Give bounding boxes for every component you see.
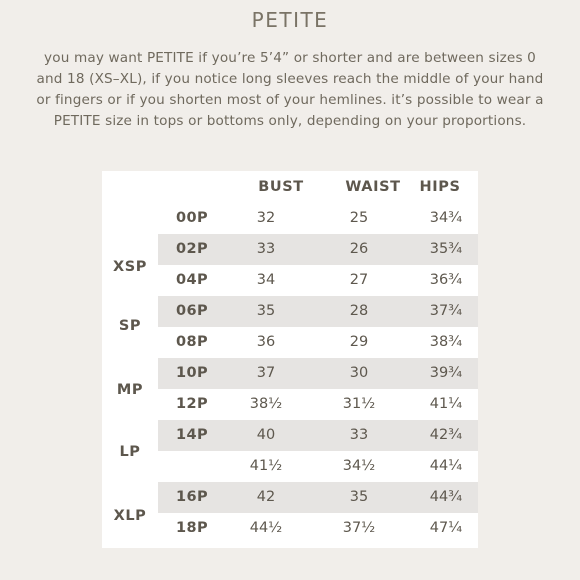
cell-size: 16P bbox=[175, 489, 208, 505]
cell-hips: 39¾ bbox=[429, 365, 463, 381]
cell-hips: 44¾ bbox=[429, 489, 463, 505]
cell-hips: 42¾ bbox=[429, 427, 463, 443]
table-row bbox=[158, 234, 478, 265]
header-waist: WAIST bbox=[345, 179, 401, 195]
table-row bbox=[158, 358, 478, 389]
cell-waist: 31½ bbox=[342, 396, 376, 412]
cell-size: 18P bbox=[175, 520, 208, 536]
table-row bbox=[158, 482, 478, 513]
cell-size: 14P bbox=[175, 427, 208, 443]
table-row bbox=[158, 203, 478, 234]
cell-bust: 37 bbox=[256, 365, 276, 381]
group-label-sp: SP bbox=[118, 318, 142, 334]
table-row bbox=[158, 327, 478, 358]
cell-waist: 37½ bbox=[342, 520, 376, 536]
cell-waist: 27 bbox=[349, 272, 369, 288]
cell-waist: 28 bbox=[349, 303, 369, 319]
cell-size: 00P bbox=[175, 210, 208, 226]
group-label-xlp: XLP bbox=[113, 508, 147, 524]
cell-size: 10P bbox=[175, 365, 208, 381]
cell-hips: 36¾ bbox=[429, 272, 463, 288]
cell-hips: 41¼ bbox=[429, 396, 463, 412]
cell-bust: 42 bbox=[256, 489, 276, 505]
cell-bust: 41½ bbox=[249, 458, 283, 474]
cell-bust: 40 bbox=[256, 427, 276, 443]
cell-size: 12P bbox=[175, 396, 208, 412]
cell-size: 04P bbox=[175, 272, 208, 288]
cell-waist: 35 bbox=[349, 489, 369, 505]
table-row bbox=[158, 420, 478, 451]
table-row bbox=[158, 296, 478, 327]
cell-size bbox=[158, 451, 226, 482]
intro-paragraph: you may want PETITE if you’re 5’4” or shorter and are between sizes 0 and 18 (XS–XL), if you notice long sleeves reach the middle of your hand or fingers or if you shorten most of your hemlines. it’s possible to wear a PETITE size in tops or bottoms only, depending on your proportions. bbox=[36, 50, 544, 129]
cell-bust: 36 bbox=[256, 334, 276, 350]
table-row bbox=[158, 389, 478, 420]
size-chart-table bbox=[102, 171, 478, 548]
cell-hips: 35¾ bbox=[429, 241, 463, 257]
cell-hips: 34¾ bbox=[429, 210, 463, 226]
header-bust: BUST bbox=[258, 179, 304, 195]
cell-hips: 37¾ bbox=[429, 303, 463, 319]
cell-waist: 33 bbox=[349, 427, 369, 443]
group-label-lp: LP bbox=[119, 444, 141, 460]
group-label-xsp: XSP bbox=[112, 259, 148, 275]
cell-waist: 25 bbox=[349, 210, 369, 226]
cell-bust: 34 bbox=[256, 272, 276, 288]
cell-bust: 44½ bbox=[249, 520, 283, 536]
cell-size: 02P bbox=[175, 241, 208, 257]
cell-size: 08P bbox=[175, 334, 208, 350]
header-hips: HIPS bbox=[419, 179, 461, 195]
cell-bust: 33 bbox=[256, 241, 276, 257]
page-title: PETITE bbox=[251, 8, 329, 32]
cell-bust: 35 bbox=[256, 303, 276, 319]
cell-hips: 38¾ bbox=[429, 334, 463, 350]
table-row bbox=[158, 265, 478, 296]
cell-waist: 30 bbox=[349, 365, 369, 381]
cell-bust: 32 bbox=[256, 210, 276, 226]
cell-hips: 47¼ bbox=[429, 520, 463, 536]
cell-hips: 44¼ bbox=[429, 458, 463, 474]
cell-waist: 26 bbox=[349, 241, 369, 257]
cell-waist: 34½ bbox=[342, 458, 376, 474]
group-label-mp: MP bbox=[116, 382, 144, 398]
cell-waist: 29 bbox=[349, 334, 369, 350]
table-row bbox=[158, 451, 478, 482]
cell-size: 06P bbox=[175, 303, 208, 319]
cell-bust: 38½ bbox=[249, 396, 283, 412]
table-row bbox=[158, 513, 478, 544]
